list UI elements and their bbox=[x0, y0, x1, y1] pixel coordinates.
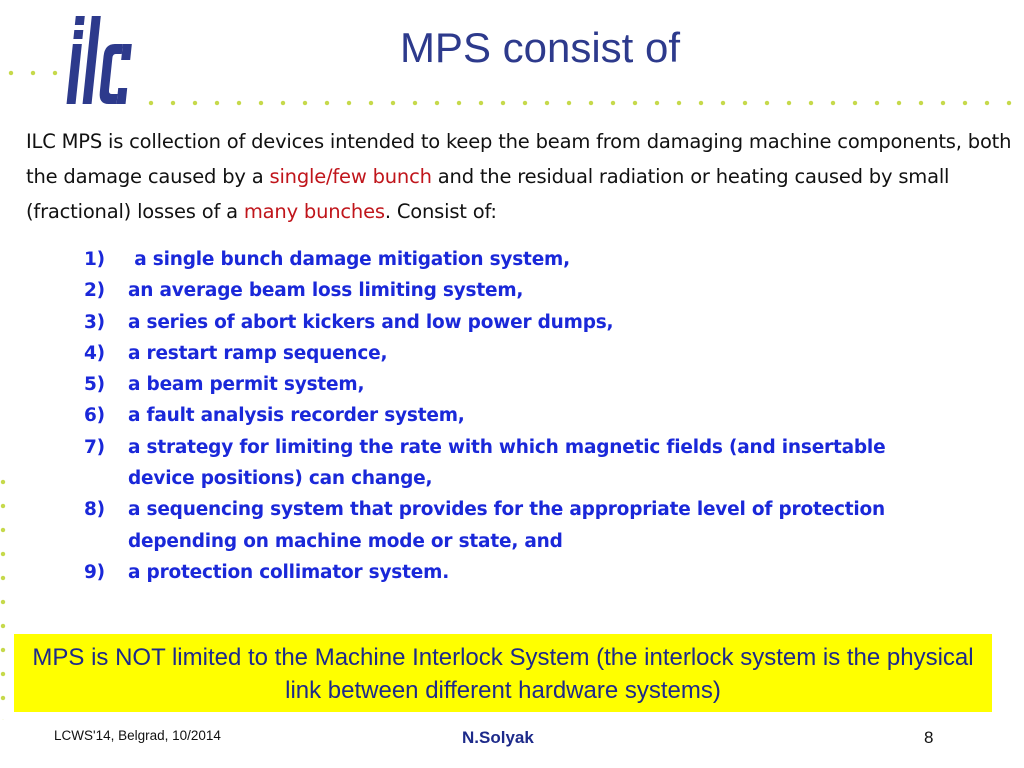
component-list bbox=[84, 244, 904, 588]
intro-text-3: . Consist of: bbox=[384, 200, 497, 223]
footer-author: N.Solyak bbox=[462, 728, 534, 747]
list-number: 3) bbox=[84, 311, 105, 333]
list-text: a beam permit system, bbox=[128, 374, 365, 396]
list-item bbox=[84, 244, 904, 275]
intro-paragraph bbox=[26, 124, 1016, 229]
list-item bbox=[84, 338, 904, 369]
list-item bbox=[84, 400, 904, 431]
footer-event: LCWS'14, Belgrad, 10/2014 bbox=[54, 728, 221, 743]
list-number: 8) bbox=[84, 499, 105, 521]
intro-highlight-single-bunch: single/few bunch bbox=[269, 165, 432, 188]
dotted-rule-vertical bbox=[0, 470, 6, 720]
list-text: a protection collimator system. bbox=[128, 561, 450, 583]
dotted-rule-top bbox=[140, 100, 1024, 106]
list-item bbox=[84, 369, 904, 400]
intro-text-2: and the residual radiation or heating caused by small (fractional) losses of a bbox=[26, 165, 950, 223]
list-item bbox=[84, 307, 904, 338]
list-text: a fault analysis recorder system, bbox=[128, 405, 465, 427]
list-number: 9) bbox=[84, 561, 105, 583]
list-number: 1) bbox=[84, 249, 105, 270]
list-number: 7) bbox=[84, 436, 105, 458]
list-item bbox=[84, 557, 904, 588]
list-text: a strategy for limiting the rate with which magnetic fields (and insertable device positions) can change, bbox=[128, 436, 886, 490]
list-text: a restart ramp sequence, bbox=[128, 342, 388, 364]
list-item bbox=[84, 494, 904, 557]
list-text: a sequencing system that provides for the appropriate level of protection depending on machine mode or state, and bbox=[128, 499, 885, 552]
page-number: 8 bbox=[924, 728, 934, 747]
list-text: an average beam loss limiting system, bbox=[128, 280, 524, 302]
list-text: a single bunch damage mitigation system, bbox=[128, 249, 570, 270]
dotted-rule-left bbox=[0, 70, 60, 76]
list-number: 5) bbox=[84, 374, 105, 396]
list-item bbox=[84, 432, 904, 495]
list-number: 2) bbox=[84, 280, 105, 302]
highlight-note-box: MPS is NOT limited to the Machine Interlock System (the interlock system is the physical link between different hardware systems) bbox=[14, 634, 992, 712]
intro-text-1: ILC MPS is collection of devices intended to keep the beam from damaging machine components, both the damage caused by a bbox=[26, 130, 1012, 188]
page-title: MPS consist of bbox=[399, 24, 681, 71]
list-number: 6) bbox=[84, 405, 105, 427]
list-text: a series of abort kickers and low power dumps, bbox=[128, 311, 614, 333]
intro-highlight-many-bunches: many bunches bbox=[243, 200, 385, 223]
list-number: 4) bbox=[84, 342, 105, 364]
list-item bbox=[84, 275, 904, 306]
ilc-logo bbox=[60, 14, 140, 106]
